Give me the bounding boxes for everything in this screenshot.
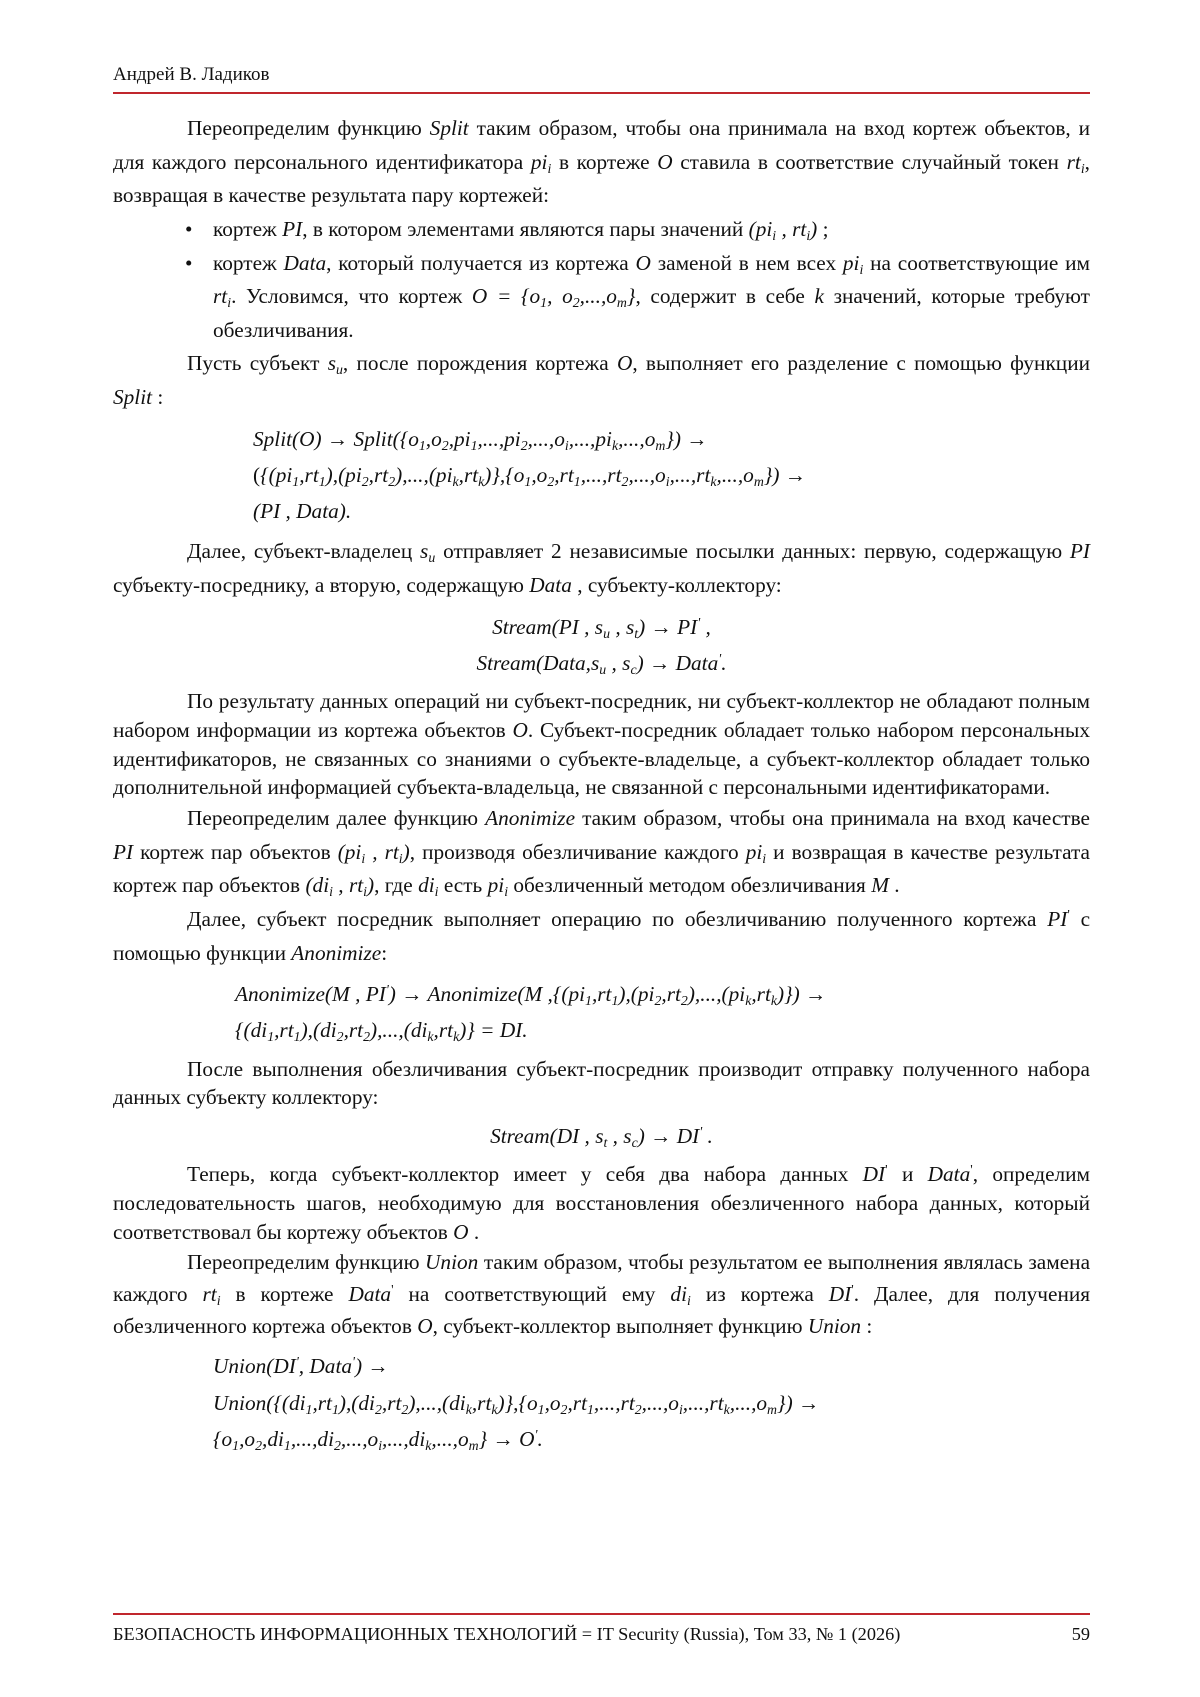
running-header-author: Андрей В. Ладиков <box>113 64 270 85</box>
article-body <box>113 112 1090 1463</box>
header-rule <box>113 92 1090 94</box>
page-number: 59 <box>1071 1624 1090 1644</box>
list-item: • кортеж PI, в котором элементами являются пары значений ($pi_i$ , $rt_i$) ; <box>113 213 1090 247</box>
bullet-icon: • <box>185 250 193 275</box>
paragraph-restore: Теперь, когда субъект-коллектор имеет у себя два набора данных DI' и Data', определим последовательность шагов, необходимую для восстановления обезличенного набора данных, который соответствовал бы кортежу объектов O . <box>113 1162 1091 1244</box>
paragraph-union-definition: Переопределим функцию Union таким образом, чтобы результатом ее выполнения являлась замена каждого $rt_i$ в кортеже Data' на соответствующий ему $di_i$ из кортежа DI'. Далее, для получения обезличенного кортежа объектов O, субъект-коллектор выполняет функцию Union : <box>113 1249 1091 1338</box>
footer-rule <box>113 1613 1090 1615</box>
equation-stream: Stream(PI , $s_u$ , $s_t) \to PI'$ , $Stream(Data,s_u$ , $s_c$) → Data'. <box>476 614 727 677</box>
paragraph-anonimize-usage: Далее, субъект посредник выполняет операцию по обезличиванию полученного кортежа PI' с помощью функции Anonimize: <box>113 906 1091 965</box>
paragraph-split-definition: Переопределим функцию Split таким образом, чтобы она принимала на вход кортеж объектов, и для каждого персонального идентификатора $pi_i$ в кортеже O ставила в соответствие случайный токен $rt_i$, возвращая в качестве результата пару кортежей: <box>113 116 1091 208</box>
bullet-icon: • <box>185 216 193 241</box>
list-item: • кортеж Data, который получается из кортежа O заменой в нем всех $pi_i$ на соответствующие им $rt_i$. Условимся, что кортеж $O = \{o_1$, $o_2,...,o_m$}, содержит в себе k значений, которые требуют обезличивания. <box>113 247 1090 348</box>
paragraph-result: По результату данных операций ни субъект-посредник, ни субъект-коллектор не обладают полным набором информации из кортежа объектов O. Субъект-посредник обладает только набором персональных идентификаторов, не связанных со знаниями о субъекте-владельце, а субъект-коллектор обладает только дополнительной информацией субъекта-владельца, не связанной с персональными идентификаторами. <box>113 689 1090 800</box>
equation-anonimize: Anonimize(M , PI') → Anonimize(M $,\{(pi_1,rt_1),(pi_2,rt_2),...,(pi_k,rt_k)\}$) → $\{(di_1,rt_1),(di_2,rt_2),...,(di_k,rt_k)\}$ = DI. <box>235 982 827 1045</box>
equation-union: Union(DI', Data') → $Union(\{(di_1,rt_1),(di_2,rt_2),...,(di_k,rt_k)\},\{o_1,o_2,rt_1,...,rt_2,...,o_i,...,rt_k,...,o_m\})$ → $\{o_1,o_2,di_1,...,di_2,...,o_i,...,di_k,...,o_m\} \to O'$. <box>213 1354 820 1453</box>
paragraph-anonimize-definition: Переопределим далее функцию Anonimize таким образом, чтобы она принимала на вход качестве PI кортеж пар объектов ($pi_i$ , $rt_i$), производя обезличивание каждого $pi_i$ и возвращая в качестве результата кортеж пар объектов ($di_i$ , $rt_i$), где $di_i$ есть $pi_i$ обезличенный методом обезличивания M . <box>113 806 1091 900</box>
paragraph-split-usage: Пусть субъект $s_u$, после порождения кортежа O, выполняет его разделение с помощью функции Split : <box>113 351 1090 410</box>
bullet-list <box>113 213 1090 348</box>
equation-split: Split(O) → $Split(\{o_1,o_2,pi_1,...,pi_2,...,o_i,...,pi_k,...,o_m\})$ → $(\{(pi_1,rt_1),(pi_2,rt_2),...,(pi_k,rt_k)\},\{o_1,o_2,rt_1,...,rt_2,...,o_i,...,rt_k,...,o_m\})$ → (PI , Data). <box>253 426 807 524</box>
footer-journal-title: БЕЗОПАСНОСТЬ ИНФОРМАЦИОННЫХ ТЕХНОЛОГИЙ = IT Security (Russia), Том 33, № 1 (2026) <box>113 1624 901 1644</box>
equation-stream-di: Stream(DI , $s_t$ , $s_c) \to DI'$ . <box>490 1124 713 1151</box>
paragraph-send-collector: После выполнения обезличивания субъект-посредник производит отправку полученного набора данных субъекту коллектору: <box>113 1056 1090 1110</box>
paragraph-stream: Далее, субъект-владелец $s_u$ отправляет 2 независимые посылки данных: первую, содержащую PI субъекту-посреднику, а вторую, содержащую Data , субъекту-коллектору: <box>113 539 1091 598</box>
